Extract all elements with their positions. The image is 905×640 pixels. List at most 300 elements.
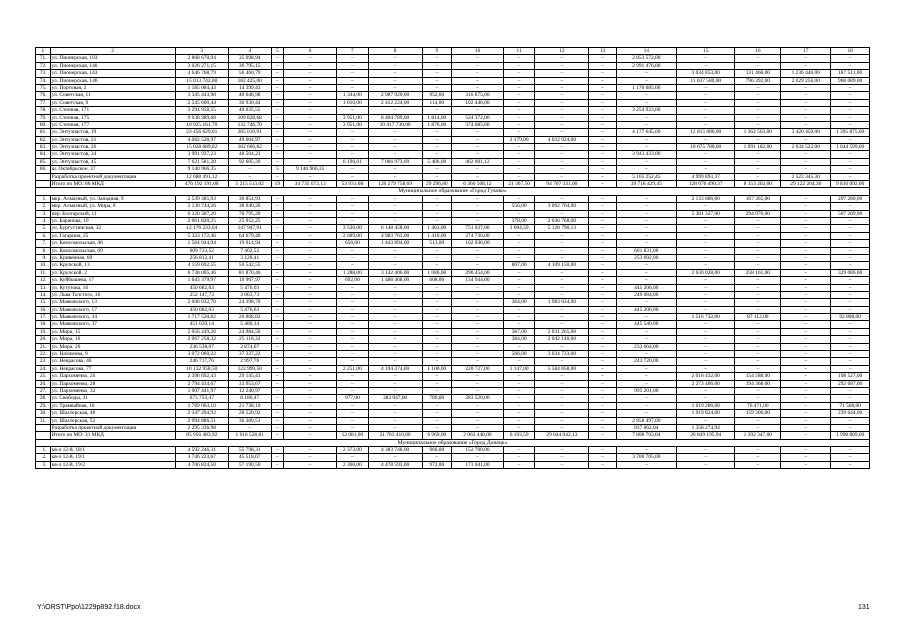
table-cell: 2 412 224,00 xyxy=(368,99,422,106)
table-cell: – xyxy=(368,306,422,313)
table-cell xyxy=(36,173,51,180)
table-cell: – xyxy=(831,328,870,335)
table-cell: – xyxy=(589,151,616,158)
table-cell: – xyxy=(831,114,870,121)
table-cell: – xyxy=(337,144,368,151)
table-cell: – xyxy=(616,380,676,387)
table-row xyxy=(36,62,870,69)
table-cell: – xyxy=(589,210,616,217)
table-cell: – xyxy=(781,410,831,417)
table-cell: – xyxy=(422,410,451,417)
table-cell: – xyxy=(368,387,422,394)
table-cell: 80. xyxy=(36,121,51,128)
table-cell: – xyxy=(504,92,535,99)
table-cell: – xyxy=(422,166,451,173)
table-cell: – xyxy=(284,432,337,439)
table-cell: – xyxy=(831,447,870,454)
table-cell: – xyxy=(535,314,589,321)
table-cell: – xyxy=(781,358,831,365)
table-cell: – xyxy=(589,410,616,417)
table-cell: Итого по МО: 31 МКД xyxy=(50,432,175,439)
table-cell: – xyxy=(831,225,870,232)
table-cell: – xyxy=(284,232,337,239)
table-cell: – xyxy=(368,410,422,417)
table-cell: 2 016 432,00 xyxy=(677,373,735,380)
table-cell: 167 365,00 xyxy=(735,195,781,202)
table-cell: 1 010,00 xyxy=(337,99,368,106)
table-cell: – xyxy=(616,410,676,417)
table-cell: – xyxy=(616,203,676,210)
table-cell: – xyxy=(422,173,451,180)
table-cell: 8 186,47 xyxy=(228,395,271,402)
table-cell: – xyxy=(535,99,589,106)
page-number: 131 xyxy=(858,604,870,611)
table-row xyxy=(36,424,870,431)
table-cell: 2 067 258,32 xyxy=(175,336,228,343)
table-cell: 14 399,43 xyxy=(228,84,271,91)
table-cell: – xyxy=(735,99,781,106)
table-cell: – xyxy=(368,314,422,321)
table-cell: 24 398,70 xyxy=(228,299,271,306)
table-cell: – xyxy=(337,151,368,158)
table-cell: 21 367,50 xyxy=(504,181,535,188)
table-cell: – xyxy=(271,247,284,254)
table-cell: – xyxy=(831,254,870,261)
table-cell: 5 381 327,00 xyxy=(677,210,735,217)
table-cell: 316 875,00 xyxy=(451,92,503,99)
table-cell: 2 991 476,00 xyxy=(616,62,676,69)
table-cell: Итого по МО: 86 МКД xyxy=(50,181,175,188)
table-cell: – xyxy=(284,240,337,247)
table-cell: 6 738 005,46 xyxy=(175,269,228,276)
table-cell: – xyxy=(589,70,616,77)
table-cell: – xyxy=(368,424,422,431)
table-cell: – xyxy=(589,166,616,173)
table-cell: – xyxy=(781,203,831,210)
table-cell: – xyxy=(284,158,337,165)
table-cell: – xyxy=(735,232,781,239)
table-row xyxy=(36,151,870,158)
table-cell: – xyxy=(422,262,451,269)
table-cell: – xyxy=(422,373,451,380)
table-cell: 1 814,00 xyxy=(422,114,451,121)
table-cell: 55 798,31 xyxy=(228,447,271,454)
table-cell: – xyxy=(284,461,337,468)
table-cell: 6. xyxy=(36,232,51,239)
table-cell: 14. xyxy=(36,291,51,298)
table-row xyxy=(36,232,870,239)
table-row xyxy=(36,447,870,454)
table-cell: – xyxy=(451,129,503,136)
table-cell: 34 735 672,13 xyxy=(284,181,337,188)
table-cell: – xyxy=(535,306,589,313)
table-cell: – xyxy=(781,447,831,454)
table-cell: – xyxy=(677,343,735,350)
table-cell: – xyxy=(781,343,831,350)
table-cell: – xyxy=(831,262,870,269)
table-cell: – xyxy=(781,336,831,343)
table-cell: – xyxy=(422,299,451,306)
table-cell: – xyxy=(589,144,616,151)
table-cell: 256 812,41 xyxy=(175,254,228,261)
table-cell: 3 034 733,00 xyxy=(535,351,589,358)
table-cell: 11. xyxy=(36,269,51,276)
table-cell: – xyxy=(284,336,337,343)
table-cell: – xyxy=(589,284,616,291)
table-cell: – xyxy=(677,328,735,335)
table-cell: – xyxy=(677,262,735,269)
table-cell: – xyxy=(735,62,781,69)
table-cell: – xyxy=(616,114,676,121)
table-cell: 977,00 xyxy=(337,395,368,402)
table-cell: 3 294 958,55 xyxy=(175,107,228,114)
table-cell: ул. Энтузиастов, 21 xyxy=(50,136,175,143)
table-cell: – xyxy=(831,84,870,91)
table-cell: – xyxy=(735,254,781,261)
table-cell: ул. Свободы, 31 xyxy=(50,395,175,402)
table-cell: – xyxy=(271,129,284,136)
table-cell: 608,00 xyxy=(422,277,451,284)
table-cell: – xyxy=(677,247,735,254)
table-cell: – xyxy=(337,387,368,394)
table-cell: 249 084,00 xyxy=(616,291,676,298)
table-cell: – xyxy=(337,351,368,358)
table-cell: ул. Степная, 171 xyxy=(50,107,175,114)
table-cell: – xyxy=(677,62,735,69)
table-cell: – xyxy=(504,84,535,91)
table-cell: 187 511,00 xyxy=(831,70,870,77)
table-cell: 1 147,00 xyxy=(504,365,535,372)
table-cell: 15 013 742,00 xyxy=(175,77,228,84)
table-cell: – xyxy=(368,336,422,343)
table-cell: – xyxy=(271,136,284,143)
table-cell: ул. Комсомольская, 69 xyxy=(50,247,175,254)
table-cell: – xyxy=(677,166,735,173)
table-cell: ул. Советская, 9 xyxy=(50,99,175,106)
table-cell: 9 038 989,68 xyxy=(175,114,228,121)
table-cell: 378,00 xyxy=(504,217,535,224)
table-cell: – xyxy=(271,173,284,180)
table-cell: – xyxy=(735,114,781,121)
table-cell: – xyxy=(422,84,451,91)
table-cell: 74. xyxy=(36,77,51,84)
table-cell: 2 347 294,92 xyxy=(175,410,228,417)
table-cell: – xyxy=(368,77,422,84)
table-cell: 1 236 446,00 xyxy=(781,70,831,77)
table-cell: – xyxy=(422,195,451,202)
table-row xyxy=(36,55,870,62)
table-cell: – xyxy=(781,314,831,321)
table-cell: 2 987 920,00 xyxy=(368,92,422,99)
table-cell: – xyxy=(831,306,870,313)
table-cell: – xyxy=(735,395,781,402)
table-cell: – xyxy=(451,402,503,409)
table-cell: – xyxy=(504,277,535,284)
table-cell: – xyxy=(589,380,616,387)
table-cell: – xyxy=(589,136,616,143)
table-cell: 4 194 374,00 xyxy=(368,365,422,372)
table-cell: – xyxy=(735,92,781,99)
table-cell: 30 930,44 xyxy=(228,99,271,106)
table-cell: – xyxy=(535,70,589,77)
table-cell: ул. Пархоменко, 26 xyxy=(50,373,175,380)
table-cell: 79. xyxy=(36,114,51,121)
table-cell: – xyxy=(535,195,589,202)
table-cell: 8 404 789,00 xyxy=(368,114,422,121)
table-cell: – xyxy=(451,291,503,298)
table-cell: 53 931,08 xyxy=(337,181,368,188)
table-cell: – xyxy=(284,454,337,461)
table-cell: 1 516 732,00 xyxy=(677,314,735,321)
table-cell: – xyxy=(589,358,616,365)
table-row xyxy=(36,351,870,358)
table-cell: – xyxy=(337,70,368,77)
table-cell: – xyxy=(271,314,284,321)
table-cell: 76 471,00 xyxy=(735,402,781,409)
table-row xyxy=(36,291,870,298)
table-cell: – xyxy=(616,144,676,151)
table-cell: 233 664,00 xyxy=(616,343,676,350)
table-cell: – xyxy=(368,136,422,143)
table-cell xyxy=(36,424,51,431)
table-cell: 4 177 645,00 xyxy=(616,129,676,136)
header-cell: 17 xyxy=(781,48,831,55)
table-cell: 78. xyxy=(36,107,51,114)
table-row xyxy=(36,277,870,284)
table-cell: ул. Пархоменко, 28 xyxy=(50,380,175,387)
table-cell: 364,00 xyxy=(504,299,535,306)
table-cell: 12 240,97 xyxy=(228,387,271,394)
table-cell: 6 148 458,00 xyxy=(368,225,422,232)
table-cell: – xyxy=(451,166,503,173)
table-cell: – xyxy=(616,240,676,247)
table-row xyxy=(36,387,870,394)
table-cell: – xyxy=(831,387,870,394)
table-cell: ул. Шахтерская, 48 xyxy=(50,410,175,417)
table-cell: 3. xyxy=(36,210,51,217)
table-cell: – xyxy=(284,373,337,380)
table-cell: – xyxy=(616,277,676,284)
table-cell: – xyxy=(504,99,535,106)
table-cell: 147 947,91 xyxy=(228,225,271,232)
table-cell: – xyxy=(422,284,451,291)
table-cell: – xyxy=(504,195,535,202)
table-cell: – xyxy=(451,454,503,461)
table-cell: – xyxy=(284,291,337,298)
table-cell: – xyxy=(451,284,503,291)
table-cell: ул. Мира, 26 xyxy=(50,343,175,350)
table-cell: – xyxy=(677,92,735,99)
table-cell: ул. Пархоменко, 32 xyxy=(50,387,175,394)
table-cell: 38 040,26 xyxy=(228,203,271,210)
table-cell: – xyxy=(284,410,337,417)
table-cell: 7 808 703,04 xyxy=(616,432,676,439)
table-cell: – xyxy=(228,166,271,173)
table-cell: – xyxy=(451,77,503,84)
table-cell: – xyxy=(368,62,422,69)
table-cell: 102 036,00 xyxy=(451,240,503,247)
table-cell: – xyxy=(677,321,735,328)
table-row xyxy=(36,158,870,165)
table-cell: 968 089,00 xyxy=(831,77,870,84)
table-cell: – xyxy=(616,328,676,335)
table-cell: – xyxy=(271,336,284,343)
table-cell: 476 192 191,08 xyxy=(175,181,228,188)
table-cell: – xyxy=(535,114,589,121)
table-cell: – xyxy=(735,454,781,461)
table-row xyxy=(36,195,870,202)
table-cell: – xyxy=(504,380,535,387)
table-row xyxy=(36,269,870,276)
table-cell: 30. xyxy=(36,410,51,417)
table-cell: – xyxy=(271,424,284,431)
table-cell: 40 648,98 xyxy=(228,92,271,99)
table-cell: – xyxy=(368,247,422,254)
table-cell: 5 476,03 xyxy=(228,284,271,291)
table-cell: 2 036 768,00 xyxy=(535,217,589,224)
table-cell: 294 976,00 xyxy=(735,210,781,217)
table-cell: – xyxy=(284,417,337,424)
table-cell: – xyxy=(271,77,284,84)
table-cell: – xyxy=(677,158,735,165)
table-cell: – xyxy=(677,99,735,106)
table-cell: 73. xyxy=(36,70,51,77)
table-row xyxy=(36,417,870,424)
table-cell: – xyxy=(677,151,735,158)
table-cell: – xyxy=(422,107,451,114)
table-cell: – xyxy=(504,173,535,180)
table-cell: 56 460,79 xyxy=(228,70,271,77)
table-cell: 4 592 246,31 xyxy=(175,447,228,454)
table-cell: Разработка проектной документации xyxy=(50,424,175,431)
table-cell: – xyxy=(422,306,451,313)
table-cell: – xyxy=(271,151,284,158)
header-row xyxy=(36,48,870,55)
table-cell: – xyxy=(589,314,616,321)
table-cell: 20 849 195,94 xyxy=(677,432,735,439)
table-cell: ул. Энтузиастов, 26 xyxy=(50,144,175,151)
table-cell: 329 086,00 xyxy=(831,269,870,276)
table-cell: – xyxy=(535,84,589,91)
table-cell: 692,00 xyxy=(337,277,368,284)
table-cell: – xyxy=(284,277,337,284)
table-cell: – xyxy=(284,136,337,143)
table-cell: – xyxy=(781,262,831,269)
table-cell: – xyxy=(284,380,337,387)
table-cell: 937 062,04 xyxy=(616,424,676,431)
table-cell: 952,00 xyxy=(422,92,451,99)
table-cell: 3 536,00 xyxy=(337,225,368,232)
table-cell: – xyxy=(781,417,831,424)
table-cell: – xyxy=(337,314,368,321)
table-cell: 12 081,00 xyxy=(337,432,368,439)
table-cell: – xyxy=(337,358,368,365)
table-cell: – xyxy=(451,144,503,151)
table-cell: – xyxy=(451,321,503,328)
table-cell: – xyxy=(535,269,589,276)
table-cell: – xyxy=(284,173,337,180)
table-cell: 3 092 704,00 xyxy=(535,203,589,210)
table-cell: – xyxy=(422,454,451,461)
table-cell: – xyxy=(451,314,503,321)
table-cell: – xyxy=(616,447,676,454)
table-cell: – xyxy=(284,321,337,328)
table-cell: 253 692,00 xyxy=(616,254,676,261)
table-cell: – xyxy=(535,402,589,409)
table-cell: – xyxy=(504,240,535,247)
table-cell: – xyxy=(504,70,535,77)
table-cell: – xyxy=(504,410,535,417)
table-cell: – xyxy=(271,240,284,247)
table-cell: – xyxy=(831,55,870,62)
table-cell: 24. xyxy=(36,365,51,372)
table-cell: – xyxy=(271,417,284,424)
table-cell: 82. xyxy=(36,136,51,143)
table-cell: – xyxy=(589,232,616,239)
table-cell: – xyxy=(677,107,735,114)
table-cell: 7 621 581,20 xyxy=(175,158,228,165)
table-cell: – xyxy=(589,173,616,180)
table-cell: – xyxy=(271,277,284,284)
table-cell: – xyxy=(589,62,616,69)
table-cell: – xyxy=(271,195,284,202)
table-cell: – xyxy=(504,461,535,468)
table-cell: 109 828,68 xyxy=(228,114,271,121)
table-cell: 2 360,00 xyxy=(337,461,368,468)
table-cell: – xyxy=(677,447,735,454)
table-cell: 445 206,00 xyxy=(616,306,676,313)
table-cell: – xyxy=(831,358,870,365)
table-cell: – xyxy=(504,358,535,365)
table-cell: 40 035,55 xyxy=(228,107,271,114)
header-cell: 14 xyxy=(616,48,676,55)
table-cell: – xyxy=(504,144,535,151)
table-cell: – xyxy=(677,284,735,291)
table-cell: 24 984,56 xyxy=(228,328,271,335)
table-cell: – xyxy=(451,373,503,380)
table-cell: – xyxy=(781,373,831,380)
table-cell: – xyxy=(535,380,589,387)
table-cell: 3 746 223,67 xyxy=(175,454,228,461)
table-cell: – xyxy=(271,328,284,335)
table-cell: – xyxy=(735,299,781,306)
table-cell: – xyxy=(504,402,535,409)
table-cell: ул. Кривенная, 69 xyxy=(50,254,175,261)
table-cell: 198 527,00 xyxy=(831,373,870,380)
table-cell: – xyxy=(451,343,503,350)
table-cell: – xyxy=(589,306,616,313)
table-cell: – xyxy=(368,262,422,269)
table-cell: – xyxy=(368,129,422,136)
table-cell: 601 831,00 xyxy=(616,247,676,254)
table-cell: – xyxy=(535,395,589,402)
table-cell: 2 063 448,00 xyxy=(451,432,503,439)
table-cell: 2 251,00 xyxy=(337,365,368,372)
table-cell: – xyxy=(616,77,676,84)
table-cell: – xyxy=(616,262,676,269)
table-cell: – xyxy=(422,336,451,343)
table-cell: 4 706 824,50 xyxy=(175,461,228,468)
table-cell: – xyxy=(368,351,422,358)
table-cell: – xyxy=(535,461,589,468)
table-cell: – xyxy=(422,351,451,358)
table-cell: – xyxy=(271,410,284,417)
table-cell: – xyxy=(677,254,735,261)
table-cell: – xyxy=(735,461,781,468)
table-cell: 29. xyxy=(36,402,51,409)
table-cell: 609 733,52 xyxy=(175,247,228,254)
table-cell: 2 031 265,00 xyxy=(535,328,589,335)
